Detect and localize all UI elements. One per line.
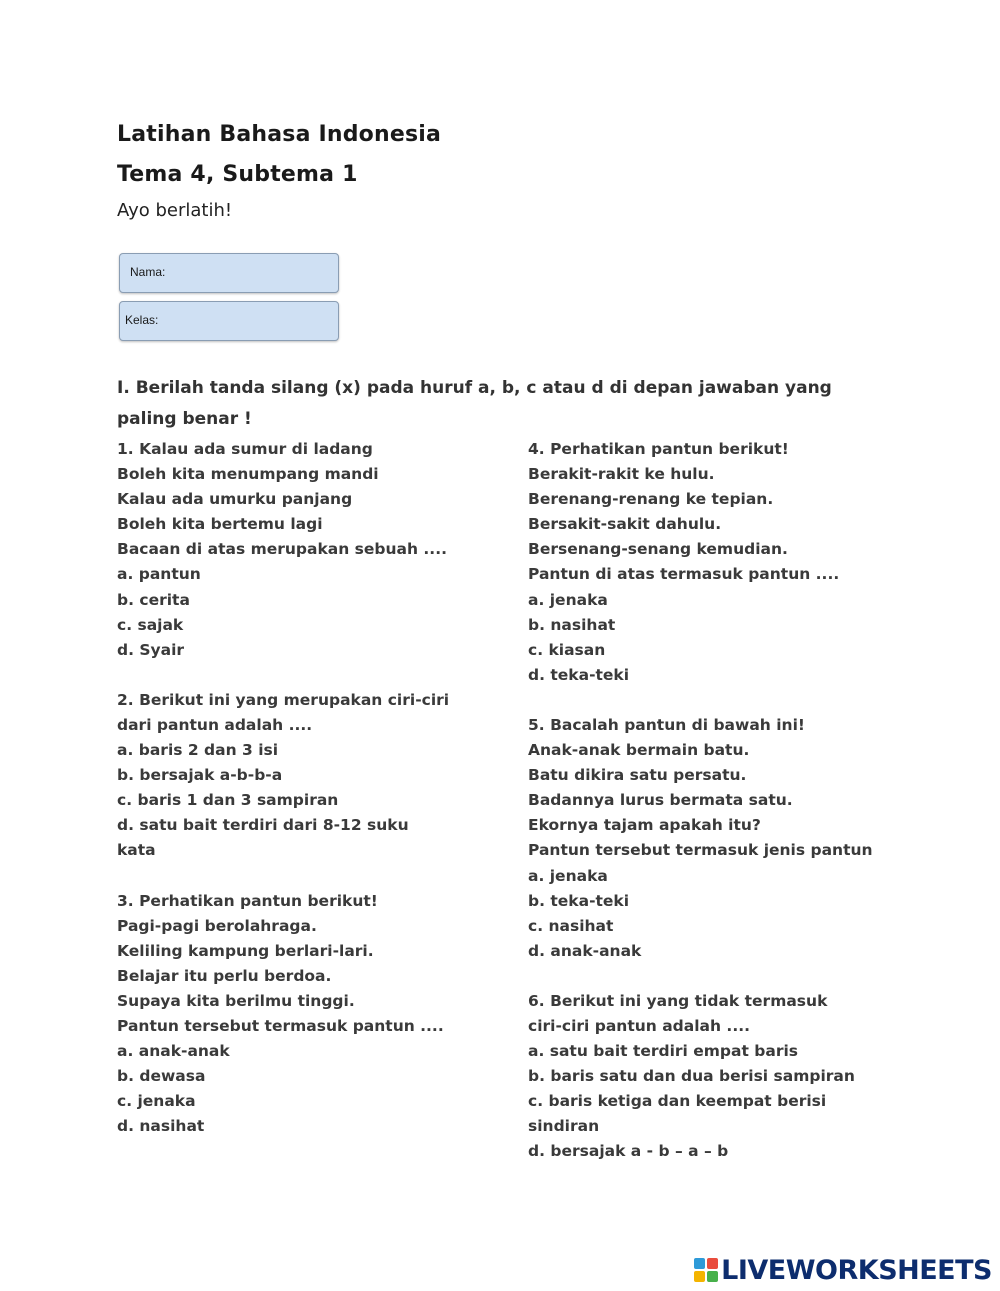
question-line: Pantun tersebut termasuk pantun ....	[117, 1016, 444, 1035]
answer-option[interactable]: b. teka-teki	[528, 891, 630, 910]
question-line: Berenang-renang ke tepian.	[528, 490, 774, 509]
question-line: Bersakit-sakit dahulu.	[528, 515, 722, 534]
answer-option[interactable]: a. satu bait terdiri empat baris	[528, 1042, 799, 1061]
question-line: Belajar itu perlu berdoa.	[117, 966, 332, 985]
answer-option[interactable]: a. baris 2 dan 3 isi	[117, 741, 279, 760]
class-field-label: Kelas:	[125, 313, 159, 327]
answer-option[interactable]: d. Syair	[117, 640, 185, 659]
question-line: 4. Perhatikan pantun berikut!	[528, 440, 789, 458]
spacer	[117, 663, 477, 688]
question-line: Pantun tersebut termasuk jenis pantun	[528, 841, 873, 860]
question-line: dari pantun adalah ....	[117, 715, 313, 734]
questions-left-column	[117, 437, 477, 1139]
spacer	[117, 864, 477, 889]
answer-option[interactable]: c. jenaka	[117, 1092, 196, 1111]
question-line: 3. Perhatikan pantun berikut!	[117, 891, 378, 910]
question-line: Boleh kita bertemu lagi	[117, 515, 323, 534]
answer-option[interactable]: d. bersajak a - b – a – b	[528, 1142, 729, 1161]
answer-option[interactable]: b. cerita	[117, 590, 190, 609]
answer-option[interactable]: c. baris 1 dan 3 sampiran	[117, 791, 339, 810]
question-line: Boleh kita menumpang mandi	[117, 465, 379, 484]
question-line: 6. Berikut ini yang tidak termasuk	[528, 991, 828, 1010]
answer-option[interactable]: a. pantun	[117, 565, 201, 584]
answer-option[interactable]: d. satu bait terdiri dari 8-12 suku kata	[117, 816, 415, 860]
question-4	[528, 437, 878, 688]
logo-tile	[707, 1258, 718, 1269]
page-subtitle: Tema 4, Subtema 1	[117, 162, 358, 187]
liveworksheets-icon	[694, 1258, 718, 1282]
answer-option[interactable]: b. dewasa	[117, 1067, 206, 1086]
question-line: Kalau ada umurku panjang	[117, 490, 353, 509]
question-line: Ekornya tajam apakah itu?	[528, 816, 761, 835]
logo-tile	[707, 1271, 718, 1282]
question-line: 2. Berikut ini yang merupakan ciri-ciri	[117, 690, 450, 709]
question-line: Supaya kita berilmu tinggi.	[117, 991, 355, 1010]
question-line: Anak-anak bermain batu.	[528, 741, 750, 760]
name-field-label: Nama:	[130, 265, 166, 279]
questions-right-column	[528, 437, 878, 1165]
answer-option[interactable]: d. nasihat	[117, 1117, 205, 1136]
answer-option[interactable]: d. anak-anak	[528, 941, 642, 960]
question-line: 1. Kalau ada sumur di ladang	[117, 440, 373, 458]
spacer	[528, 688, 878, 713]
question-line: Bersenang-senang kemudian.	[528, 540, 788, 559]
answer-option[interactable]: d. teka-teki	[528, 665, 630, 684]
question-3	[117, 889, 477, 1140]
answer-option[interactable]: a. anak-anak	[117, 1042, 230, 1061]
answer-option[interactable]: a. jenaka	[528, 590, 608, 609]
answer-option[interactable]: c. kiasan	[528, 640, 606, 659]
class-field[interactable]	[119, 301, 339, 341]
answer-option[interactable]: a. jenaka	[528, 866, 608, 885]
question-line: Pagi-pagi berolahraga.	[117, 916, 317, 935]
intro-text: Ayo berlatih!	[117, 200, 233, 221]
name-field[interactable]	[119, 253, 339, 293]
answer-option[interactable]: c. sajak	[117, 615, 184, 634]
answer-option[interactable]: c. nasihat	[528, 916, 614, 935]
page-title: Latihan Bahasa Indonesia	[117, 122, 442, 147]
question-line: 5. Bacalah pantun di bawah ini!	[528, 715, 805, 734]
question-line: ciri-ciri pantun adalah ....	[528, 1016, 750, 1035]
spacer	[528, 964, 878, 989]
brand-name: LIVEWORKSHEETS	[721, 1254, 992, 1286]
question-6	[528, 989, 878, 1165]
question-5	[528, 713, 878, 964]
answer-option[interactable]: b. baris satu dan dua berisi sampiran	[528, 1067, 855, 1086]
question-line: Keliling kampung berlari-lari.	[117, 941, 374, 960]
question-2	[117, 688, 477, 864]
liveworksheets-logo	[694, 1252, 992, 1288]
question-1	[117, 437, 477, 663]
answer-option[interactable]: b. bersajak a-b-b-a	[117, 766, 283, 785]
question-line: Badannya lurus bermata satu.	[528, 791, 793, 810]
instruction-text: I. Berilah tanda silang (x) pada huruf a, b, c atau d di depan jawaban yang paling benar !	[117, 378, 832, 429]
answer-option[interactable]: b. nasihat	[528, 615, 616, 634]
question-line: Bacaan di atas merupakan sebuah ....	[117, 540, 447, 559]
question-line: Batu dikira satu persatu.	[528, 766, 747, 785]
logo-tile	[694, 1271, 705, 1282]
answer-option[interactable]: c. baris ketiga dan keempat berisi sindiran	[528, 1092, 832, 1136]
logo-tile	[694, 1258, 705, 1269]
question-line: Pantun di atas termasuk pantun ....	[528, 565, 840, 584]
question-line: Berakit-rakit ke hulu.	[528, 465, 715, 484]
